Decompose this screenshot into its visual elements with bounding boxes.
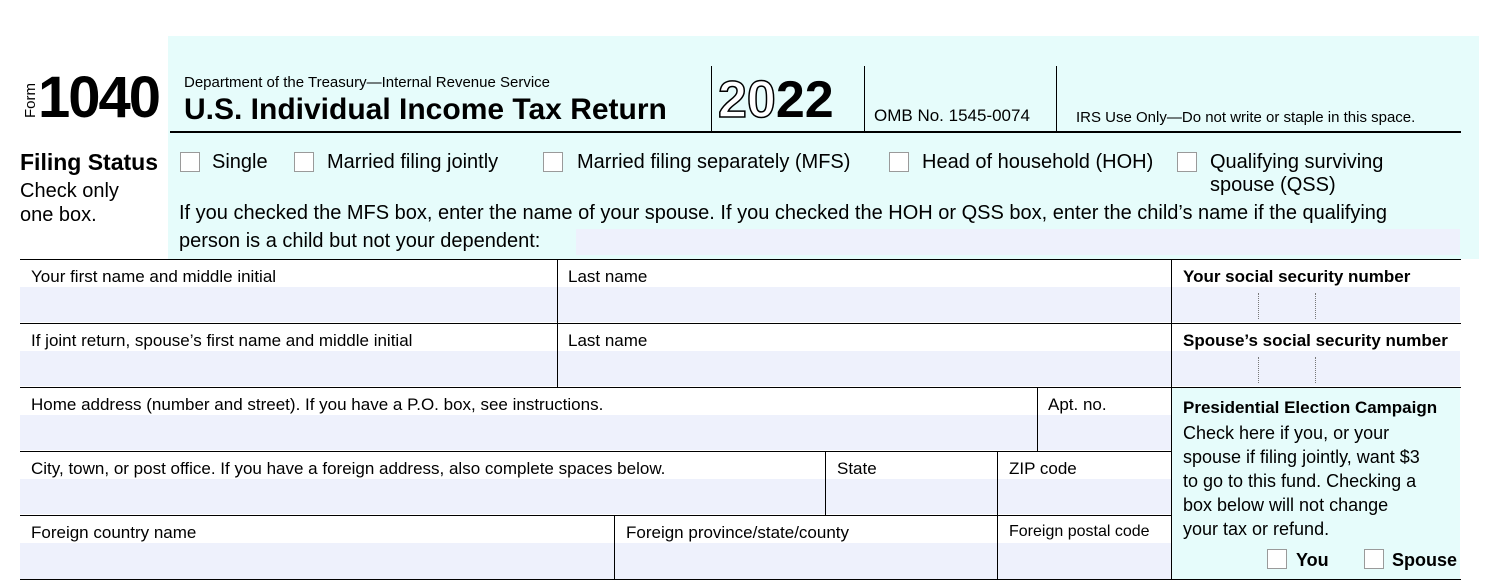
last-name-label: Last name: [568, 267, 648, 286]
tax-year: [718, 70, 834, 130]
grid-rule-4: [20, 515, 1172, 516]
omb-number: OMB No. 1545-0074: [874, 106, 1030, 125]
form-number: 1040: [38, 65, 160, 130]
campaign-you-checkbox[interactable]: [1267, 549, 1287, 569]
foreign-postal-label: Foreign postal code: [1009, 523, 1150, 540]
home-address-label: Home address (number and street). If you have a P.O. box, see instructions.: [31, 395, 604, 414]
grid-vrule-apt: [1037, 387, 1038, 451]
header-divider-3: [1056, 66, 1057, 132]
married-jointly-label: Married filing jointly: [327, 151, 499, 173]
qualifying-surviving-spouse-checkbox[interactable]: [1177, 152, 1197, 172]
spouse-ssn-separator-2: [1315, 357, 1316, 383]
foreign-province-label: Foreign province/state/county: [626, 523, 850, 542]
grid-rule-2: [20, 387, 1461, 388]
grid-vrule-foreign: [614, 515, 615, 579]
campaign-heading: Presidential Election Campaign: [1183, 398, 1438, 417]
head-of-household-label: Head of household (HOH): [922, 151, 1154, 173]
campaign-text-line4: box below will not change: [1183, 495, 1389, 515]
foreign-country-input[interactable]: [20, 543, 614, 579]
spouse-first-name-label: If joint return, spouse’s first name and middle initial: [31, 331, 413, 350]
ssn-label: Your social security number: [1183, 267, 1411, 286]
city-label: City, town, or post office. If you have a foreign address, also complete spaces below.: [31, 459, 666, 478]
check-only-line2: one box.: [20, 204, 97, 226]
single-label: Single: [212, 151, 268, 173]
spouse-ssn-input[interactable]: [1172, 351, 1460, 386]
filing-status-section: [0, 133, 1490, 259]
form-header: [0, 60, 1490, 132]
department-text: Department of the Treasury—Internal Revenue Service: [184, 74, 551, 91]
campaign-spouse-checkbox[interactable]: [1364, 549, 1384, 569]
ssn-input[interactable]: [1172, 287, 1460, 322]
city-input[interactable]: [20, 479, 825, 514]
spouse-ssn-label: Spouse’s social security number: [1183, 331, 1448, 350]
qualifying-surviving-label: Qualifying surviving: [1210, 151, 1384, 173]
foreign-province-input[interactable]: [615, 543, 997, 579]
foreign-postal-input[interactable]: [998, 543, 1171, 579]
ssn-separator-1: [1258, 293, 1259, 319]
spouse-ssn-separator-1: [1258, 357, 1259, 383]
tax-year-outline: 20: [718, 71, 776, 129]
spouse-last-name-input[interactable]: [558, 351, 1171, 386]
form-word: Form: [22, 83, 39, 118]
married-separately-checkbox[interactable]: [543, 152, 563, 172]
state-input[interactable]: [826, 479, 997, 514]
married-separately-label: Married filing separately (MFS): [577, 151, 851, 173]
zip-input[interactable]: [998, 479, 1171, 514]
campaign-text-line1: Check here if you, or your: [1183, 423, 1390, 443]
check-only-line1: Check only: [20, 180, 119, 202]
apt-number-label: Apt. no.: [1048, 395, 1107, 414]
campaign-spouse-label: Spouse: [1392, 550, 1458, 570]
grid-rule-bottom: [20, 579, 1461, 580]
campaign-text-line3: to go to this fund. Checking a: [1183, 471, 1417, 491]
filing-note-line1: If you checked the MFS box, enter the name of your spouse. If you checked the HOH or QSS box, enter the child’s name if the qualifying: [179, 202, 1388, 224]
grid-vrule-zip: [997, 451, 998, 579]
first-name-label: Your first name and middle initial: [31, 267, 277, 286]
single-checkbox[interactable]: [180, 152, 200, 172]
grid-rule-1: [20, 323, 1461, 324]
irs-use-only: IRS Use Only—Do not write or staple in this space.: [1076, 109, 1416, 126]
head-of-household-checkbox[interactable]: [889, 152, 909, 172]
grid-rule-3: [20, 451, 1172, 452]
married-jointly-checkbox[interactable]: [294, 152, 314, 172]
header-divider-1: [711, 66, 712, 132]
grid-rule-top: [20, 259, 1461, 260]
first-name-input[interactable]: [20, 287, 557, 322]
spouse-last-name-label: Last name: [568, 331, 648, 350]
last-name-input[interactable]: [558, 287, 1171, 322]
state-label: State: [837, 459, 877, 478]
grid-vrule-name: [557, 259, 558, 387]
qualifying-surviving-label-line2: spouse (QSS): [1210, 174, 1336, 196]
apt-number-input[interactable]: [1038, 415, 1171, 450]
tax-year-bold: 22: [775, 71, 834, 129]
campaign-you-label: You: [1296, 550, 1329, 570]
filing-status-heading: Filing Status: [20, 149, 158, 175]
home-address-input[interactable]: [20, 415, 1037, 450]
campaign-text-line5: your tax or refund.: [1183, 519, 1330, 539]
zip-label: ZIP code: [1009, 459, 1077, 478]
grid-vrule-ssn: [1171, 259, 1172, 580]
campaign-text-line2: spouse if filing jointly, want $3: [1183, 447, 1420, 467]
ssn-separator-2: [1315, 293, 1316, 319]
filing-note-line2: person is a child but not your dependent:: [179, 230, 541, 252]
foreign-country-label: Foreign country name: [31, 523, 197, 542]
form-title: U.S. Individual Income Tax Return: [184, 93, 667, 126]
qualifying-child-name-input[interactable]: [576, 229, 1460, 255]
taxpayer-info-grid: [0, 259, 1490, 586]
grid-vrule-state: [825, 451, 826, 515]
header-divider-2: [864, 66, 865, 132]
spouse-first-name-input[interactable]: [20, 351, 557, 386]
